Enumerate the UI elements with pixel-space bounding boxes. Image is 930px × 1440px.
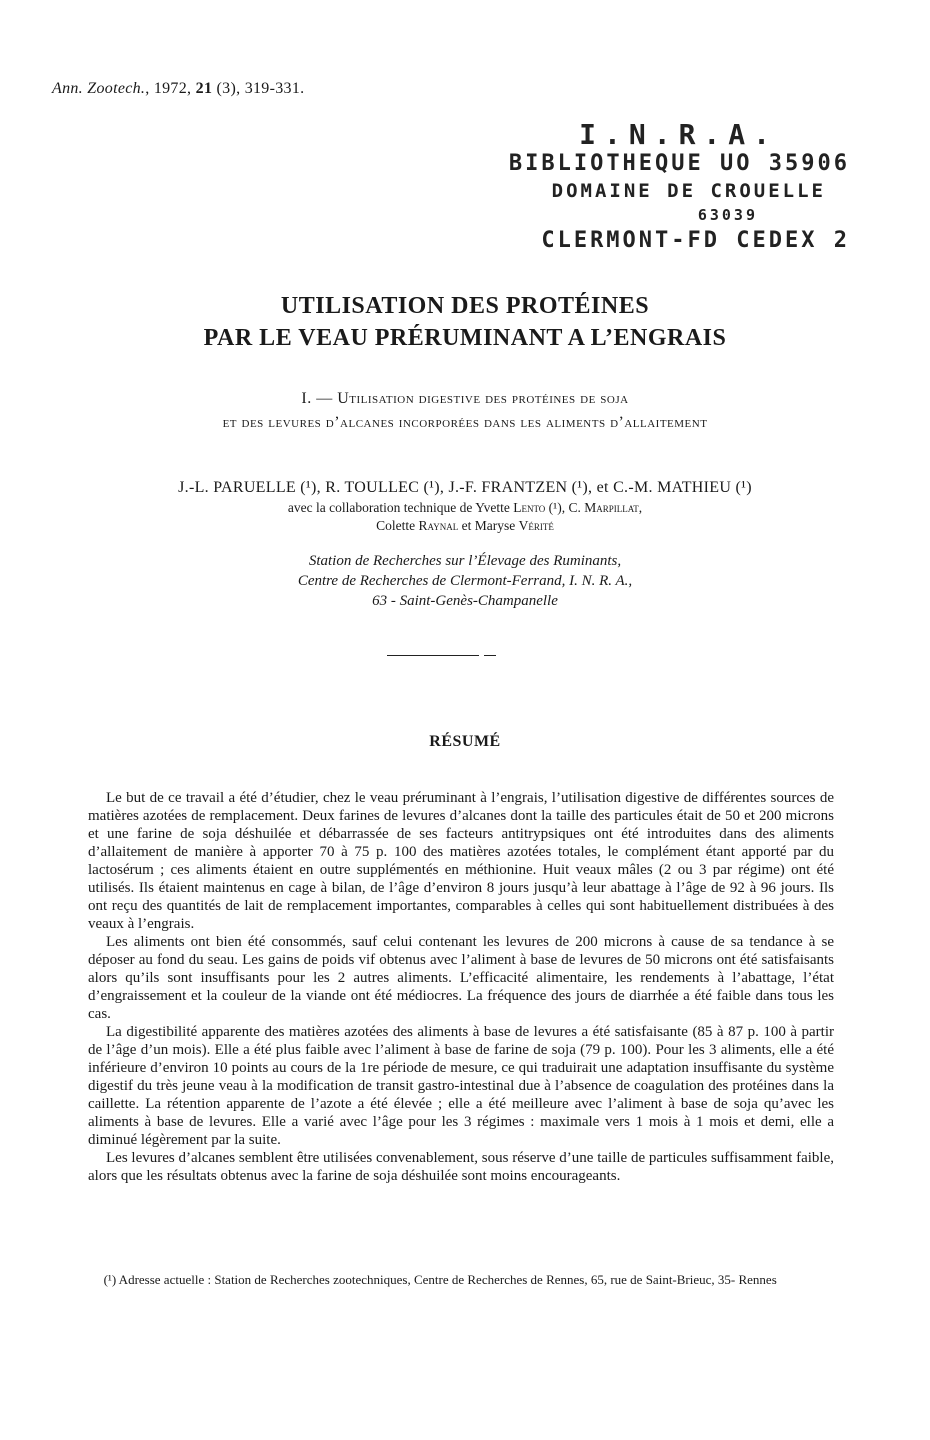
footnote [88,1270,834,1290]
technical-collaborators [0,499,930,535]
collab-mid: (¹), C. [545,500,585,515]
stamp-line-3: DOMAINE DE CROUELLE [551,180,826,202]
abstract-paragraph-4: Les levures d’alcanes semblent être utilisées convenablement, sous réserve d’une taille de particules suffisamment faible, alors que les résultats obtenus avec la farine de soja déshuilée sont moins encourageants. [88,1150,834,1184]
author-list: J.-L. PARUELLE (¹), R. TOULLEC (¹), J.-F. FRANTZEN (¹), et C.-M. MATHIEU (¹) [178,479,752,496]
citation-volume: 21 [195,80,213,97]
abstract-body [88,789,834,1185]
collab-line2-prefix: Colette [376,518,419,533]
footnote-text: (¹) Adresse actuelle : Station de Recherches zootechniques, Centre de Recherches de Rennes, 65, rue de Saint-Brieuc, 35- Rennes [103,1272,777,1287]
abstract-paragraph-2: Les aliments ont bien été consommés, sauf celui contenant les levures de 200 microns à cause de sa tendance à se déposer au fond du seau. Les gains de poids vif obtenus avec l’aliment à base de levures de 50 microns ont été satisfaisants alors qu’ils sont insuffisants pour les 2 autres aliments. L’efficacité alimentaire, les rendements à l’abattage, l’état d’engraissement et la couleur de la viande ont été médiocres. La fréquence des jours de diarrhée a été faible dans tous les cas. [88,934,834,1022]
journal-name: Ann. Zootech. [52,80,146,97]
collab-name-raynal: Raynal [418,518,459,533]
paper-subtitle [0,387,930,435]
collab-line-1 [0,499,930,517]
stamp-line-1: I.N.R.A. [579,118,778,151]
separator-rule [387,655,479,656]
collab-name-lento: Lento [513,500,546,515]
citation-issue-pages: (3), 319-331. [212,80,305,97]
title-line-2: PAR LE VEAU PRÉRUMINANT A L’ENGRAIS [203,325,727,351]
separator-dash [484,655,496,656]
abstract-paragraph-3: La digestibilité apparente des matières azotées des aliments à base de levures a été satisfaisante (85 à 87 p. 100 à partir de l’âge d’un mois). Elle a été plus faible avec l’aliment à base de farine de soja (79 p. 100). Pour les 3 aliments, elle a été inférieure d’environ 10 points au cours de la 1re période de mesure, ce qui traduirait une adaptation insuffisante du système digestif du très jeune veau à la modification de transit gastro-intestinal due à l’absence de coagulation des protéines dans la caillette. La rétention apparente de l’azote a été élevée ; elle a été meilleure avec l’aliment à base de soja qu’avec les aliments à base de levures. Elle a varié avec l’âge pour les 3 régimes : maximale vers 1 mois à 1 mois et demi, elle a diminué légèrement par la suite. [88,1024,834,1148]
citation-year: , 1972, [145,80,196,97]
subtitle-line-1: I. — Utilisation digestive des protéines de soja [301,390,629,407]
affiliation-line-3: 63 - Saint-Genès-Champanelle [372,593,558,609]
collab-suffix: , [638,500,643,515]
title-line-1: UTILISATION DES PROTÉINES [280,293,650,319]
collab-and: et Maryse [458,518,519,533]
collab-name-verite: Vérité [518,518,554,533]
collab-prefix: avec la collaboration technique de Yvette [287,500,514,515]
stamp-line-4: 63039 [697,206,758,224]
abstract-paragraph-1: Le but de ce travail a été d’étudier, chez le veau préruminant à l’engrais, l’utilisation digestive de différentes sources de matières azotées de remplacement. Deux farines de levures d’alcanes dont la taille des particules était de 50 et 200 microns et une farine de soja déshuilée et débarrassée de ses facteurs antitrypsiques ont été introduites dans des aliments d’allaitement de manière à apporter 70 à 75 p. 100 des matières azotées totales, le complément étant apporté par du lactosérum ; ces aliments étaient en outre supplémentés en méthionine. Huit veaux mâles (2 ou 3 par régime) ont été utilisés. Ils étaient maintenus en cage à bilan, de l’âge d’environ 8 jours jusqu’à leur abattage à l’âge de 92 à 96 jours. Ils ont reçu des quantités de lait de remplacement importantes, comparables à celles qui sont habituellement distribuées à des veaux à l’engrais. [88,790,834,932]
journal-citation [52,80,304,98]
affiliation-line-1: Station de Recherches sur l’Élevage des Ruminants, [308,553,622,569]
stamp-line-5: CLERMONT-FD CEDEX 2 [541,228,850,253]
resume-heading: RÉSUMÉ [429,733,501,750]
collab-name-marpillat: Marpillat [584,500,639,515]
affiliation-line-2: Centre de Recherches de Clermont-Ferrand, I. N. R. A., [297,573,633,589]
library-stamp [509,120,850,256]
paper-title [0,290,930,354]
collab-line-2 [0,517,930,535]
affiliation [0,551,930,611]
subtitle-line-2: et des levures d’alcanes incorporées dans les aliments d’allaitement [222,414,708,431]
stamp-line-2: BIBLIOTHEQUE UO 35906 [508,151,850,176]
